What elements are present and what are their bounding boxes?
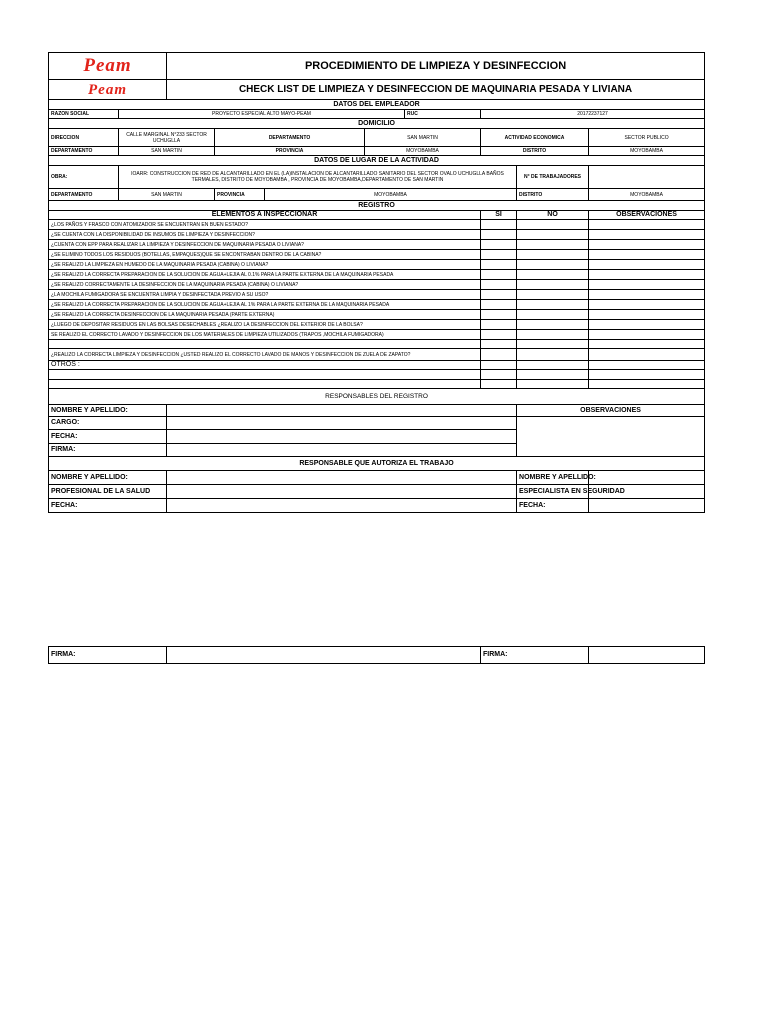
col-si: SI [481,211,517,220]
check-no-cell[interactable] [517,260,589,270]
resp-cargo-field[interactable] [167,417,517,430]
check-no-cell[interactable] [517,280,589,290]
check-si-cell[interactable] [481,240,517,250]
check-si-cell[interactable] [481,320,517,330]
checklist-item: ¿SE REALIZO CORRECTAMENTE LA DESINFECCION DE LA MAQUINARIA PESADA (CABINA) O LIVIANA? [49,280,481,290]
provincia-value[interactable]: MOYOBAMBA [365,147,481,156]
observacion-cell[interactable] [589,310,705,320]
checklist-item: ¿LOS PAÑOS Y FRASCO CON ATOMIZADOR SE ENCUENTRAN EN BUEN ESTADO? [49,220,481,230]
actividad-value[interactable]: SECTOR PUBLICO [589,129,705,147]
checklist-row [49,250,705,260]
aut-profesional-label: PROFESIONAL DE LA SALUD [49,485,167,499]
check-si-cell[interactable] [481,361,517,370]
aut-fecha-field[interactable] [167,499,517,513]
firma-left-field[interactable] [167,647,481,664]
checklist-item: ¿SE REALIZO LA LIMPIEZA EN HUMEDO DE LA MAQUINARIA PESADA (CABINA) O LIVIANA? [49,260,481,270]
peam-logo-small: Peam [49,80,167,100]
checklist-row [49,220,705,230]
trabajadores-value[interactable] [589,166,705,189]
section-autoriza: RESPONSABLE QUE AUTORIZA EL TRABAJO [49,457,705,471]
resp-observaciones-field[interactable] [517,417,705,457]
peam-logo: Peam [49,53,167,80]
section-domicilio: DOMICILIO [49,119,705,129]
otros-row[interactable] [49,380,481,389]
aut-nombre2-label: NOMBRE Y APELLIDO: [517,471,589,485]
col-elementos: ELEMENTOS A INSPECCIONAR [49,211,481,220]
check-no-cell[interactable] [517,370,589,380]
checklist-items [49,220,705,340]
checklist-row [49,310,705,320]
resp-nombre-label: NOMBRE Y APELLIDO: [49,405,167,417]
check-no-cell[interactable] [517,310,589,320]
checklist-row [49,280,705,290]
check-no-cell[interactable] [517,380,589,389]
checklist-item-gap [49,340,481,349]
check-no-cell[interactable] [517,270,589,280]
aut-nombre-label: NOMBRE Y APELLIDO: [49,471,167,485]
razon-social-value[interactable]: PROYECTO ESPECIAL ALTO MAYO-PEAM [119,110,405,119]
checklist-row [49,320,705,330]
firma-right-field[interactable] [589,647,705,664]
resp-observaciones-label: OBSERVACIONES [517,405,705,417]
observacion-cell[interactable] [589,361,705,370]
distrito-value[interactable]: MOYOBAMBA [589,147,705,156]
observacion-cell[interactable] [589,260,705,270]
check-si-cell[interactable] [481,230,517,240]
checklist-row [49,270,705,280]
observacion-cell[interactable] [589,380,705,389]
otros-row[interactable] [49,370,481,380]
check-no-cell[interactable] [517,230,589,240]
page-title: PROCEDIMIENTO DE LIMPIEZA Y DESINFECCION [167,53,705,80]
direccion-label: DIRECCION [49,129,119,147]
ruc-label: RUC [405,110,481,119]
trabajadores-label: N° DE TRABAJADORES [517,166,589,189]
aut-especialista-label: ESPECIALISTA EN SEGURIDAD [517,485,589,499]
aut-profesional-field[interactable] [167,485,517,499]
observacion-cell[interactable] [589,280,705,290]
check-si-cell[interactable] [481,310,517,320]
checklist-item: ¿LUEGO DE DEPOSITAR RESIDUOS EN LAS BOLSAS DESECHABLES ¿REALIZO LA DESINFECCION DEL EXTERIOR DE LA BOLSA? [49,320,481,330]
lugar-departamento-value[interactable]: SAN MARTIN [119,189,215,201]
observacion-cell[interactable] [589,300,705,310]
check-no-cell[interactable] [517,290,589,300]
checklist-item: ¿SE REALIZO LA CORRECTA PREPARACION DE LA SOLUCION DE AGUA+LEJIA AL 1% PARA LA PARTE EXTERNA DE LA MAQUINARIA PESADA [49,300,481,310]
checklist-item: SE REALIZO EL CORRECTO LAVADO Y DESINFECCION DE LOS MATERIALES DE LIMPIEZA UTILIZADOS (TRAPOS ,MOCHILA FUMIGADORA) [49,330,481,340]
page-subtitle: CHECK LIST DE LIMPIEZA Y DESINFECCION DE MAQUINARIA PESADA Y LIVIANA [167,80,705,100]
provincia-label: PROVINCIA [215,147,365,156]
section-empleador: DATOS DEL EMPLEADOR [49,100,705,110]
checklist-row [49,230,705,240]
departamento-value[interactable]: SAN MARTIN [365,129,481,147]
check-si-cell[interactable] [481,250,517,260]
check-no-cell[interactable] [517,240,589,250]
lugar-departamento-label: DEPARTAMENTO [49,189,119,201]
aut-fecha2-label: FECHA: [517,499,589,513]
section-lugar: DATOS DE LUGAR DE LA ACTIVIDAD [49,156,705,166]
distrito-label: DISTRITO [481,147,589,156]
departamento-label: DEPARTAMENTO [215,129,365,147]
checklist-row [49,300,705,310]
resp-firma-label: FIRMA: [49,444,167,457]
observacion-cell[interactable] [589,330,705,340]
razon-social-label: RAZON SOCIAL [49,110,119,119]
observacion-cell[interactable] [589,270,705,280]
obra-value[interactable]: IOARR: CONSTRUCCION DE RED DE ALCANTARILLADO EN EL (LA)INSTALACION DE ALCANTARILLADO SANITARIO DEL SECTOR OVALO UCHUGLLA BAÑOS TERMALES, DISTRITO DE MOYOBAMBA , PROVINCIA DE MOYOBAMBA,DEPARTAMENTO DE SAN MARTIN [119,166,517,189]
check-no-cell[interactable] [517,349,589,361]
checklist-item: ¿REALIZO LA CORRECTA LIMPIEZA Y DESINFECCION ¿USTED REALIZO EL CORRECTO LAVADO DE MANOS Y DESINFECCION DE ZUELA DE ZAPATO? [49,349,481,361]
observacion-cell[interactable] [589,290,705,300]
direccion-value[interactable]: CALLE MARGINAL N°233 SECTOR UCHUGLLA [119,129,215,147]
checklist-item: ¿CUENTA CON EPP PARA REALIZAR LA LIMPIEZA Y DESINFECCION DE MAQUINARIA PESADA O LIVIANA? [49,240,481,250]
check-si-cell[interactable] [481,260,517,270]
ruc-value[interactable]: 20172237127 [481,110,705,119]
observacion-cell[interactable] [589,349,705,361]
check-si-cell[interactable] [481,270,517,280]
checklist-row [49,290,705,300]
checklist-item: ¿SE CUENTA CON LA DISPONIBILIDAD DE INSUMOS DE LIMPIEZA Y DESINFECCION? [49,230,481,240]
checklist-form [48,52,704,513]
resp-fecha-field[interactable] [167,430,517,444]
col-no: NO [517,211,589,220]
observacion-cell[interactable] [589,370,705,380]
observacion-cell[interactable] [589,230,705,240]
checklist-item: ¿SE ELIMINO TODOS LOS RESIDUOS (BOTELLAS, EMPAQUES)QUE SE ENCONTRABAN DENTRO DE LA CABINA? [49,250,481,260]
aut-nombre-field[interactable] [167,471,517,485]
aut-nombre2-field[interactable] [589,471,705,485]
lugar-provincia-value[interactable]: MOYOBAMBA [265,189,517,201]
departamento2-value[interactable]: SAN MARTIN [119,147,215,156]
checklist-item: ¿SE REALIZO LA CORRECTA PREPARACION DE LA SOLUCION DE AGUA+LEJIA AL 0.1% PARA LA PARTE EXTERNA DE LA MAQUINARIA PESADA [49,270,481,280]
section-registro: REGISTRO [49,201,705,211]
checklist-item: ¿LA MOCHILA FUMIGADORA SE ENCUENTRA LIMPIA Y DESINFECTADA PREVIO A SU USO? [49,290,481,300]
otros-label: OTROS : [49,361,481,370]
checklist-item: ¿SE REALIZO LA CORRECTA DESINFECCION DE LA MAQUINARIA PESADA (PARTE EXTERNA) [49,310,481,320]
section-responsables: RESPONSABLES DEL REGISTRO [49,389,705,405]
resp-firma-field[interactable] [167,444,517,457]
check-si-cell[interactable] [481,340,517,349]
check-no-cell[interactable] [517,300,589,310]
check-si-cell[interactable] [481,280,517,290]
check-si-cell[interactable] [481,349,517,361]
check-no-cell[interactable] [517,250,589,260]
check-no-cell[interactable] [517,320,589,330]
lugar-distrito-value[interactable]: MOYOBAMBA [589,189,705,201]
check-no-cell[interactable] [517,330,589,340]
check-si-cell[interactable] [481,290,517,300]
actividad-label: ACTIVIDAD ECONOMICA [481,129,589,147]
form-table [48,52,705,513]
check-si-cell[interactable] [481,220,517,230]
resp-nombre-field[interactable] [167,405,517,417]
departamento2-label: DEPARTAMENTO [49,147,119,156]
check-no-cell[interactable] [517,361,589,370]
lugar-provincia-label: PROVINCIA [215,189,265,201]
observacion-cell[interactable] [589,250,705,260]
col-observaciones: OBSERVACIONES [589,211,705,220]
observacion-cell[interactable] [589,340,705,349]
check-no-cell[interactable] [517,340,589,349]
obra-label: OBRA: [49,166,119,189]
checklist-row [49,260,705,270]
firma-table [48,646,705,664]
check-si-cell[interactable] [481,370,517,380]
lugar-distrito-label: DISTRITO [517,189,589,201]
firma-section [48,646,704,664]
resp-fecha-label: FECHA: [49,430,167,444]
checklist-row [49,330,705,340]
check-si-cell[interactable] [481,330,517,340]
check-si-cell[interactable] [481,300,517,310]
observacion-cell[interactable] [589,320,705,330]
aut-fecha-label: FECHA: [49,499,167,513]
resp-cargo-label: CARGO: [49,417,167,430]
check-no-cell[interactable] [517,220,589,230]
firma-right-label: FIRMA: [481,647,589,664]
aut-fecha2-field[interactable] [589,499,705,513]
checklist-row [49,240,705,250]
observacion-cell[interactable] [589,220,705,230]
observacion-cell[interactable] [589,240,705,250]
check-si-cell[interactable] [481,380,517,389]
firma-left-label: FIRMA: [49,647,167,664]
